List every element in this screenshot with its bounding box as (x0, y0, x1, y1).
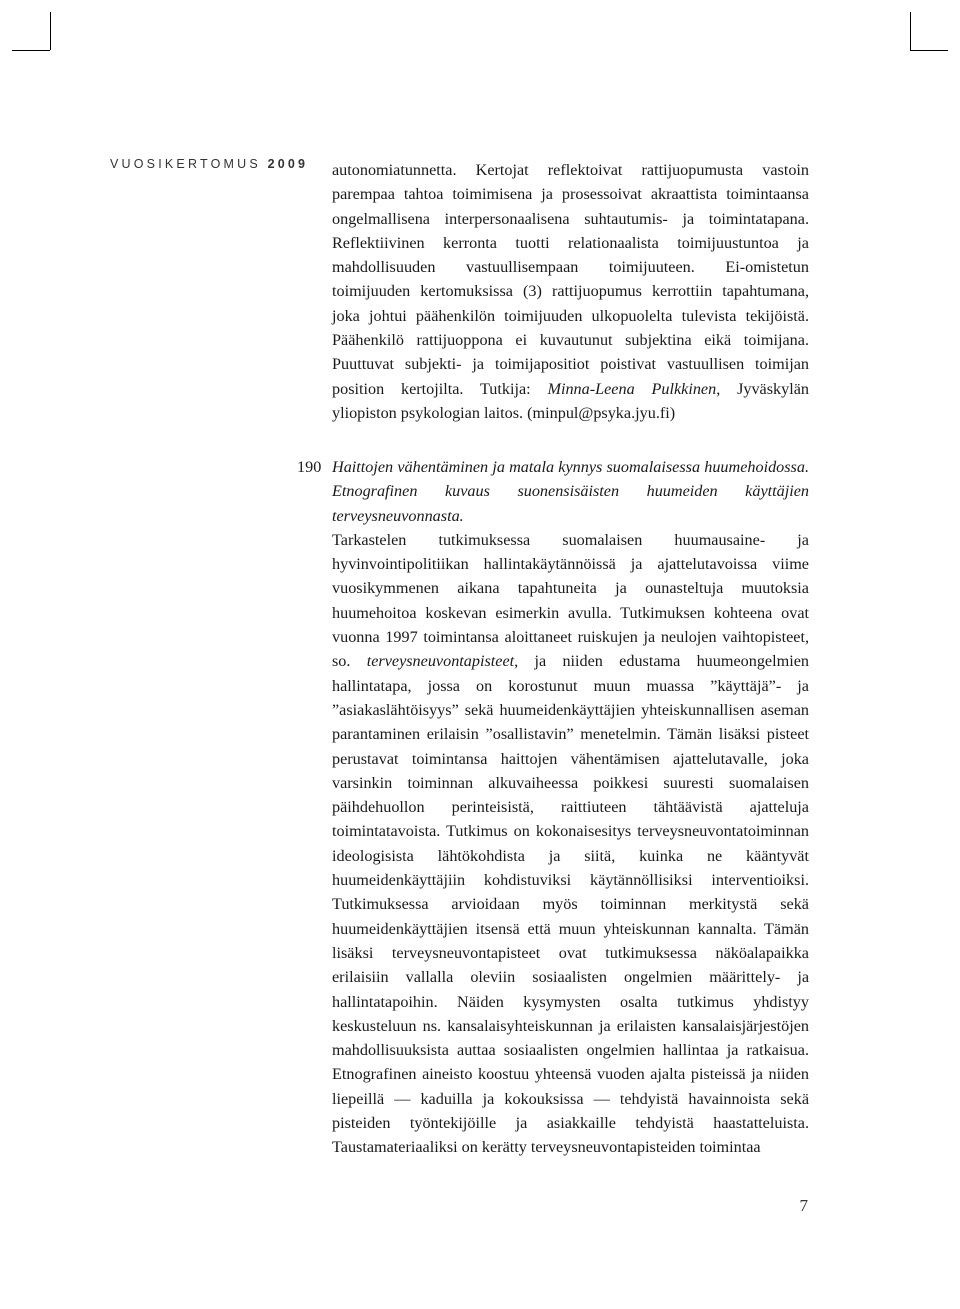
running-head-label: VUOSIKERTOMUS (110, 157, 261, 171)
entry-number: 190 (297, 458, 322, 476)
entry-190 (332, 455, 809, 1160)
author-affiliation: , Jyväskylän yliopiston psykologian laitos. (minpul@psyka.jyu.fi) (332, 379, 810, 422)
running-head (110, 157, 308, 171)
running-head-year: 2009 (267, 157, 309, 171)
crop-mark (12, 50, 50, 51)
entry-body-start: Tarkastelen tutkimuksessa suomalaisen huumausaine- ja hyvinvointipolitiikan hallintakäytännöissä ja ajattelutavoissa viime vuosikymmenen aikana tapahtuneita ja ounasteltuja muutoksia huumehoitoa koskevan esimerkin avulla. Tutkimuksen kohteena ovat vuonna 1997 toimintansa aloittaneet ruiskujen ja neulojen vaihtopisteet, so. (332, 530, 809, 671)
author-name: Minna-Leena Pulkkinen (547, 379, 717, 398)
continued-abstract (332, 158, 809, 425)
entry-title: Haittojen vähentäminen ja matala kynnys suomalaisessa huumehoidossa. Etnografinen kuvaus suonensisäisten huumeiden käyttäjien terveysneuvonnasta. (332, 458, 809, 525)
abstract-paragraph (332, 158, 809, 425)
entry-body-end: , ja niiden edustama huumeongelmien hallintatapa, jossa on korostunut muun muassa ”käyttäjä”- ja ”asiakaslähtöisyys” sekä huumeidenkäyttäjien yhteiskunnallisen aseman parantaminen erilaisin ”osallistavin” menetelmin. Tämän lisäksi pisteet perustavat toimintansa haittojen vähentämisen ajattelutavalle, joka varsinkin toiminnan alkuvaiheessa poikkesi suuresti suomalaisen päihdehuollon perinteisistä, raittiuteen tähtäävistä ajatteluja toimintatavoista. Tutkimus on kokonaisesitys terveysneuvontatoiminnan ideologisista lähtökohdista ja siitä, kuinka ne kääntyvät huumeidenkäyttäjiin kohdistuviksi käytännöllisiksi interventioiksi. Tutkimuksessa arvioidaan myös toiminnan merkitystä sekä huumeidenkäyttäjien itsensä että muun yhteiskunnan kannalta. Tämän lisäksi terveysneuvontapisteet ovat tutkimuksessa näköalapaikka erilaisiin vallalla oleviin sosiaalisten ongelmien määrittely- ja hallintatapoihin. Näiden kysymysten osalta tutkimus yhdistyy keskusteluun ns. kansalaisyhteiskunnan ja erilaisten kansalaisjärjestöjen mahdollisuuksista auttaa sosiaalisten ongelmien hallintaa ja ratkaisua. Etnografinen aineisto koostuu yhteensä vuoden ajalta pisteissä ja niiden liepeillä — kaduilla ja kokouksissa — tehdyistä havainnoista sekä pisteiden työntekijöille ja asiakkaille tehdyistä haastatteluista. Taustamateriaaliksi on kerätty terveysneuvontapisteiden toimintaa (332, 652, 809, 1157)
crop-mark (50, 12, 51, 50)
crop-mark (910, 12, 911, 50)
entry-body (332, 528, 809, 1160)
crop-mark (910, 50, 948, 51)
page-number: 7 (799, 1196, 808, 1215)
entry-term: terveysneuvontapisteet (366, 652, 515, 671)
abstract-text: autonomiatunnetta. Kertojat reflektoivat rattijuopumusta vastoin parempaa tahtoa toimimisena ja prosessoivat akraattista toimintaansa ongelmallisena interpersonaalisena suhtautumis- ja toimintatapana. Reflektiivinen kerronta tuotti relationaalista toimijuustuntoa ja mahdollisuuden vastuullisempaan toimijuuteen. Ei-omistetun toimijuuden kertomuksissa (3) rattijuopumus kerrottiin tapahtumana, joka johtui päähenkilön toimijuuden ulkopuolelta tulevista tekijöistä. Päähenkilö rattijuoppona ei kuvautunut subjektina eikä toimijana. Puuttuvat subjekti- ja toimijapositiot poistivat vastuullisen toimijan position kertojilta. Tutkija: (332, 161, 809, 398)
